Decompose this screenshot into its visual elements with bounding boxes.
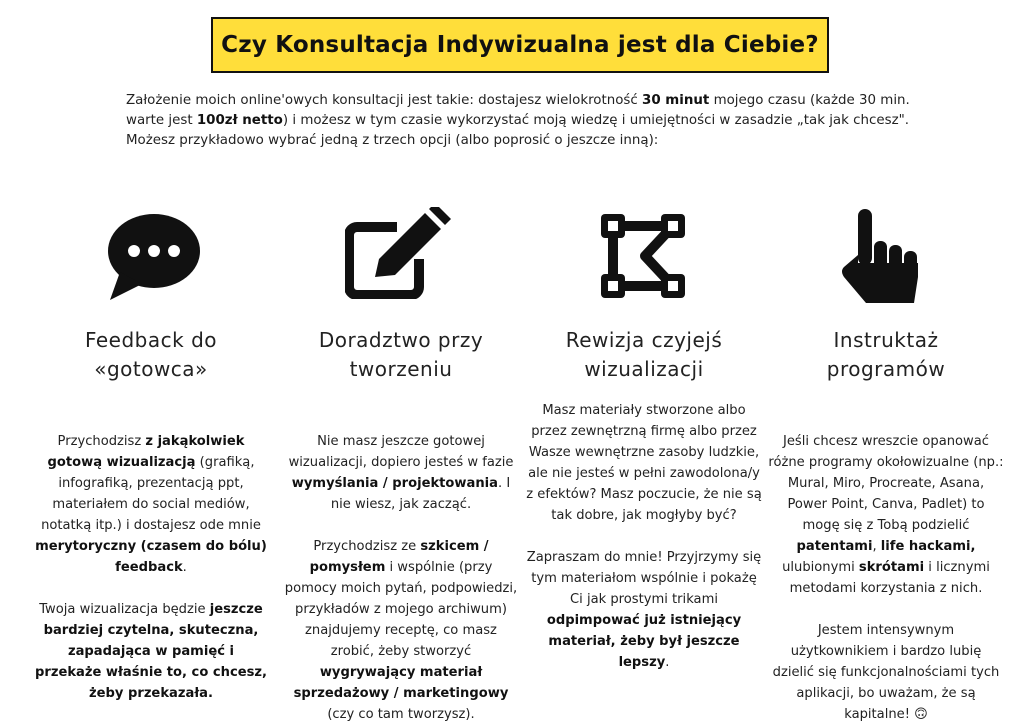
column-title: Feedback do «gotowca»	[84, 328, 218, 381]
column-description: Masz materiały stworzone albo przez zewnętrzną firmę albo przez Wasze wewnętrzne zasoby ludzkie, ale nie jesteś w pełni zawodolona/y z efektów? Masz poczucie, że nie są tak dobre, jak mogłyby być? Zapraszam do mnie! Przyjrzymy się tym materiałom wspólnie i pokażę Ci jak prostymi trikami odpimpować już istniejący materiał, żeby był jeszcze lepszy.	[526, 403, 762, 670]
intro-paragraph-2: Możesz przykładowo wybrać jedną z trzech opcji (albo poprosić o jeszcze inną):	[126, 133, 659, 148]
column-description: Jeśli chcesz wreszcie opanować różne programy okołowizualne (np.: Mural, Miro, Procreate, Asana, Power Point, Canva, Padlet) to mogę się z Tobą podzielić patentami, life hackami, ulubionymi skrótami i licznymi metodami korzystania z nich. Jestem intensywnym użytkownikiem i bardzo lubię dzielić się funkcjonalnościami tych aplikacji, bo uważam, że są kapitalne! 🙃	[768, 434, 1004, 722]
pointing-hand-icon	[840, 207, 924, 311]
intro-text	[126, 91, 916, 151]
title-banner	[211, 17, 829, 73]
column-title: Rewizja czyjejś wizualizacji	[565, 328, 723, 381]
intro-paragraph-1: Założenie moich online'owych konsultacji jest takie: dostajesz wielokrotność 30 minut mojego czasu (każde 30 min. warte jest 100zł netto) i możesz w tym czasie wykorzystać moją wiedzę i umiejętności w zasadzie „tak jak chcesz".	[126, 93, 910, 128]
column-description: Nie masz jeszcze gotowej wizualizacji, dopiero jesteś w fazie wymyślania / projektowania. I nie wiesz, jak zacząć. Przychodzisz ze szkicem / pomysłem i wspólnie (przy pomocy moich pytań, podpowiedzi, przykładów z mojego archiwum) znajdujemy receptę, co masz zrobić, żeby stworzyć wygrywający materiał sprzedażowy / marketingowy (czy co tam tworzysz).	[284, 434, 518, 722]
speech-bubble-icon	[106, 210, 202, 306]
column-title: Doradztwo przy tworzeniu	[318, 328, 484, 381]
edit-pencil-icon	[345, 207, 455, 303]
column-description: Przychodzisz z jakąkolwiek gotową wizualizacją (grafiką, infografiką, prezentacją ppt, materiałem do social mediów, notatką itp.) i dostajesz ode mnie merytoryczny (czasem do bólu) feedback. Twoja wizualizacja będzie jeszcze bardziej czytelna, skuteczna, zapadająca w pamięć i przekaże właśnie to, co chcesz, żeby przekazała.	[35, 434, 267, 701]
column-title: Instruktaż programów	[826, 328, 946, 381]
vector-shape-icon	[599, 212, 687, 304]
page-title: Czy Konsultacja Indywizualna jest dla Ciebie?	[221, 32, 819, 58]
